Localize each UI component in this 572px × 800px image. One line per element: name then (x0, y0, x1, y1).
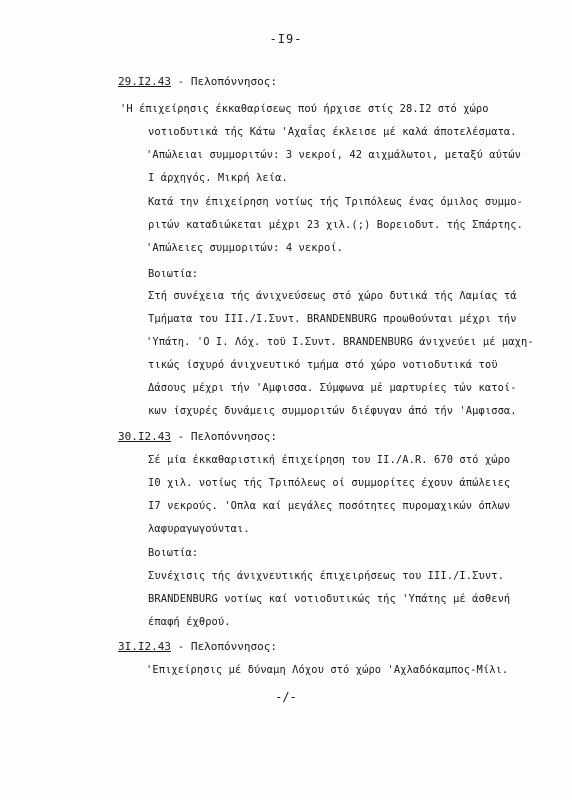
text-line: Σέ μία έκκαθαριστική έπιχείρηση του II./A.R. 670 στό χώρο (148, 454, 511, 466)
text-line: I άρχηγός. Μικρή λεία. (148, 172, 288, 184)
text-line: BRANDENBURG νοτίως καί νοτιοδυτικώς τής 'Υπάτης μέ άσθενή (148, 593, 511, 605)
section-date: 29.I2.43 (118, 75, 171, 88)
text-line: 'Υπάτη. 'Ο I. Λόχ. τοϋ I.Συντ. BRANDENBURG άνιχνεύει μέ μαχη- (146, 336, 534, 348)
subregion-label: Βοιωτία: (148, 268, 199, 280)
section-heading (118, 75, 277, 88)
continuation-mark: -/- (275, 690, 297, 704)
page-number: -I9- (269, 32, 303, 46)
section-region: - Πελοπόννησος: (170, 430, 277, 443)
section-heading (118, 640, 277, 653)
text-line: 'Η έπιχείρησις έκκαθαρίσεως πού ήρχισε στίς 28.I2 στό χώρο (120, 103, 489, 115)
text-line: Κατά την έπιχείρηση νοτίως τής Τριπόλεως ένας όμιλος συμμο- (148, 196, 523, 208)
section-date: 3I.I2.43 (118, 640, 171, 653)
section-region: - Πελοπόννησος: (170, 640, 277, 653)
section-heading (118, 430, 277, 443)
subregion-label: Βοιωτία: (148, 547, 199, 559)
text-line: 'Απώλειες συμμοριτών: 4 νεκροί. (146, 242, 344, 254)
text-line: Δάσους μέχρι τήν 'Αμφισσα. Σύμφωνα μέ μαρτυρίες τών κατοί- (148, 382, 517, 394)
text-line: τικώς ίσχυρό άνιχνευτικό τμήμα στό χώρο νοτιοδυτικά τοϋ (148, 359, 498, 371)
text-line: I0 χιλ. νοτίως τής Τριπόλεως οί συμμορίτες έχουν άπώλειες (148, 477, 511, 489)
section-region: - Πελοπόννησος: (170, 75, 277, 88)
section-date: 30.I2.43 (118, 430, 171, 443)
text-line: έπαφή έχθρού. (148, 616, 231, 628)
text-line: ριτών καταδιώκεται μέχρι 23 χιλ.(;) Βορειοδυτ. τής Σπάρτης. (148, 219, 523, 231)
text-line: I7 νεκρούς. 'Οπλα καί μεγάλες ποσότητες πυρομαχικών όπλων (148, 500, 511, 512)
text-line: 'Απώλειαι συμμοριτών: 3 νεκροί, 42 αιχμάλωτοι, μεταξύ αύτών (146, 149, 521, 161)
text-line: νοτιοδυτικά τής Κάτω 'Αχαΐας έκλεισε μέ καλά άποτελέσματα. (148, 126, 517, 138)
text-line: Συνέχισις τής άνιχνευτικής έπιχειρήσεως του III./I.Συντ. (148, 570, 504, 582)
text-line: 'Επιχείρησις μέ δύναμη Λόχου στό χώρο 'Αχλαδόκαμπος-Μίλι. (146, 664, 509, 676)
text-line: Στή συνέχεια τής άνιχνεύσεως στό χώρο δυτικά τής Λαμίας τά (148, 290, 517, 302)
text-line: Τμήματα του III./I.Συντ. BRANDENBURG προωθούνται μέχρι τήν (148, 313, 517, 325)
text-line: λαφυραγωγούνται. (148, 523, 250, 535)
text-line: κων ίσχυρές δυνάμεις συμμοριτών διέφυγαν άπό τήν 'Αμφισσα. (148, 405, 517, 417)
